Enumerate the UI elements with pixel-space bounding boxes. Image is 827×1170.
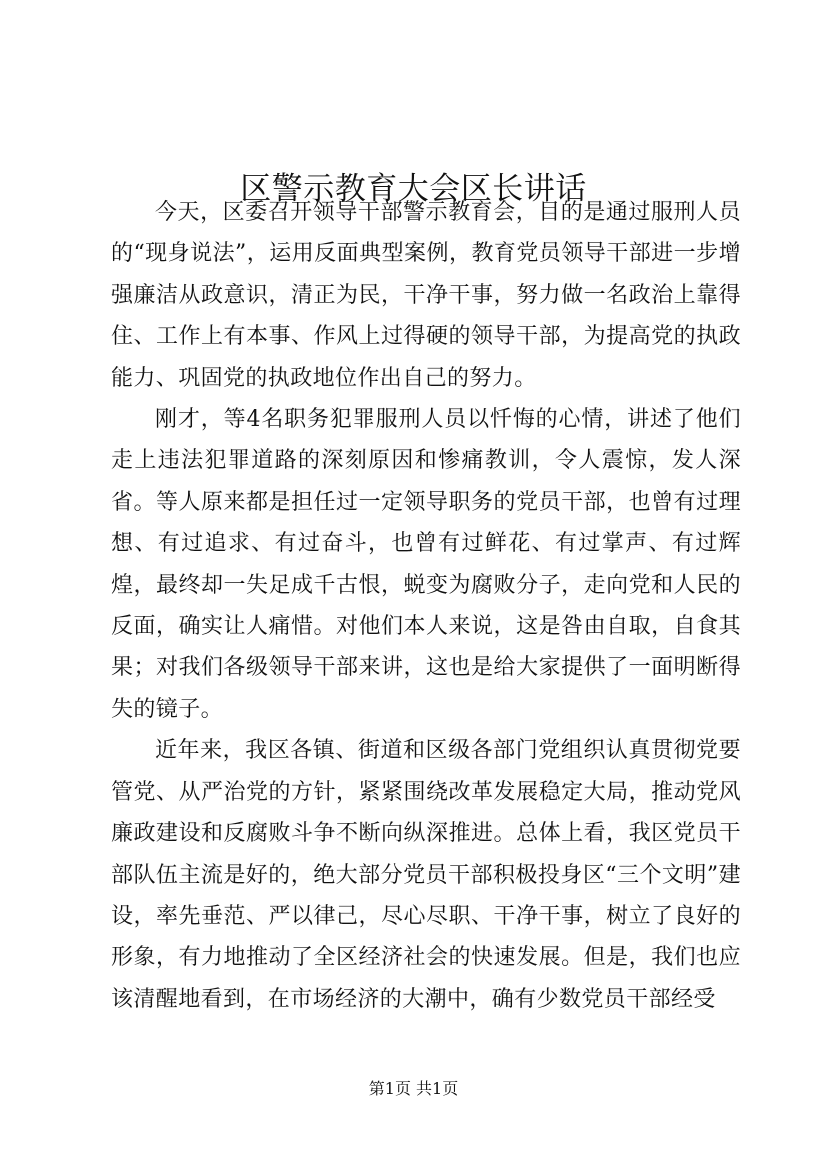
page-footer: 第1页 共1页 xyxy=(368,1079,459,1098)
document-title: 区警示教育大会区长讲话 xyxy=(240,170,587,207)
paragraph-1: 今天，区委召开领导干部警示教育会，目的是通过服刑人员的“现身说法”，运用反面典型案例，教育党员领导干部进一步增强廉洁从政意识，清正为民，干净干事，努力做一名政治上靠得住、工作上有本事、作风上过得硬的领导干部，为提高党的执政能力、巩固党的执政地位作出自己的努力。 xyxy=(111,200,741,391)
document-body xyxy=(111,192,741,1020)
paragraph-2: 刚才，等4名职务犯罪服刑人员以忏悔的心情，讲述了他们走上违法犯罪道路的深刻原因和惨痛教训，令人震惊，发人深省。等人原来都是担任过一定领导职务的党员干部，也曾有过理想、有过追求、有过奋斗，也曾有过鲜花、有过掌声、有过辉煌，最终却一失足成千古恨，蜕变为腐败分子，走向党和人民的反面，确实让人痛惜。对他们本人来说，这是咎由自取，自食其果；对我们各级领导干部来讲，这也是给大家提供了一面明断得失的镜子。 xyxy=(111,407,741,722)
paragraph-3: 近年来，我区各镇、街道和区级各部门党组织认真贯彻党要管党、从严治党的方针，紧紧围绕改革发展稳定大局，推动党风廉政建设和反腐败斗争不断向纵深推进。总体上看，我区党员干部队伍主流是好的，绝大部分党员干部积极投身区“三个文明”建设，率先垂范、严以律己，尽心尽职、干净干事，树立了良好的形象，有力地推动了全区经济社会的快速发展。但是，我们也应该清醒地看到，在市场经济的大潮中，确有少数党员干部经受 xyxy=(111,738,741,1012)
